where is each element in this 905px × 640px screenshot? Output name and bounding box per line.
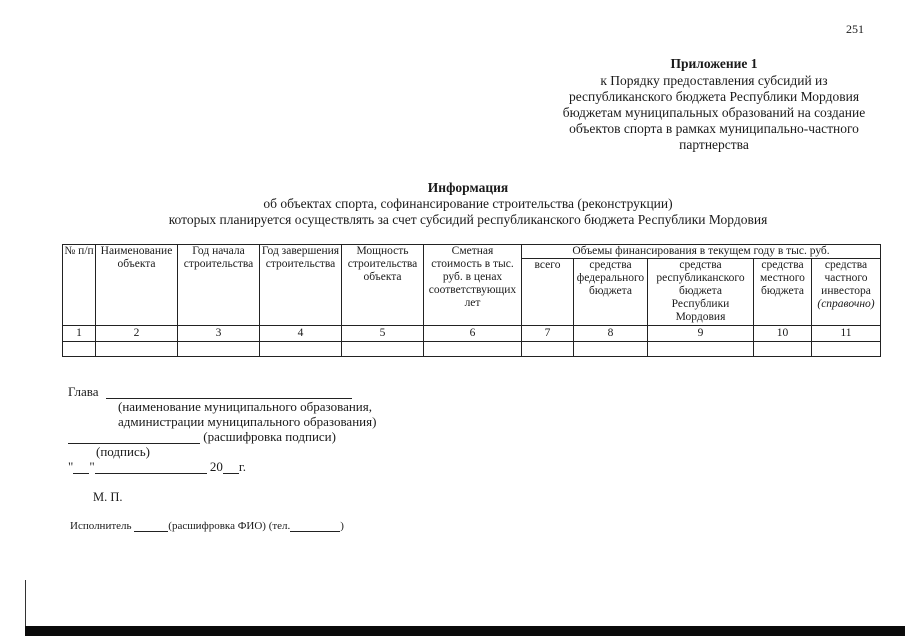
date-suffix: г.	[238, 459, 246, 474]
appendix-line: партнерства	[679, 137, 749, 152]
date-line	[68, 459, 488, 474]
date-quote-open: "	[68, 459, 74, 474]
column-number: 10	[754, 326, 812, 342]
empty-cell	[812, 342, 881, 357]
header-republic: средства республиканского бюджета Республики Мордовия	[648, 259, 754, 326]
header-federal: средства федерального бюджета	[574, 259, 648, 326]
empty-cell	[424, 342, 522, 357]
empty-cell	[648, 342, 754, 357]
appendix-line: республиканского бюджета Республики Мордовия	[568, 89, 860, 104]
scan-bottom-edge	[25, 626, 905, 636]
empty-data-row	[63, 342, 881, 357]
info-subtitle-line: об объектах спорта, софинансирование строительства (реконструкции)	[263, 196, 673, 211]
decode-line	[68, 429, 488, 444]
info-title: Информация	[427, 180, 509, 195]
head-line	[68, 384, 488, 399]
head-name-blank	[106, 386, 352, 399]
empty-cell	[178, 342, 260, 357]
stamp-label: М. П.	[93, 490, 123, 504]
header-local: средства местного бюджета	[754, 259, 812, 326]
column-number: 8	[574, 326, 648, 342]
date-year-prefix: 20	[209, 459, 223, 474]
date-month-blank	[95, 461, 207, 474]
executor-line	[70, 520, 344, 532]
column-number: 11	[812, 326, 881, 342]
info-block	[60, 180, 876, 228]
executor-decode: (расшифровка ФИО) (тел.	[168, 520, 291, 532]
head-caption-line: администрации муниципального образования)	[118, 414, 377, 429]
head-caption-line: (наименование муниципального образования,	[118, 399, 372, 414]
column-number: 6	[424, 326, 522, 342]
header-cost: Сметная стоимость в тыс. руб. в ценах соответствующих лет	[424, 245, 522, 326]
empty-cell	[522, 342, 574, 357]
column-number: 1	[63, 326, 96, 342]
header-investor-label: средства частного инвестора	[821, 259, 871, 297]
header-end-year: Год завершения строительства	[260, 245, 342, 326]
appendix-title: Приложение 1	[670, 56, 758, 71]
header-investor	[812, 259, 881, 326]
header-capacity: Мощность строительства объекта	[342, 245, 424, 326]
column-number: 2	[96, 326, 178, 342]
column-number: 3	[178, 326, 260, 342]
appendix-line: объектов спорта в рамках муниципально-частного	[569, 121, 859, 136]
header-investor-note: (справочно)	[817, 298, 875, 310]
executor-blank	[134, 521, 168, 532]
financing-table	[62, 244, 881, 357]
executor-close: )	[340, 520, 344, 532]
column-number: 9	[648, 326, 754, 342]
column-number: 7	[522, 326, 574, 342]
scan-margin-line	[25, 580, 26, 628]
executor-phone-blank	[290, 521, 340, 532]
header-funding-group: Объемы финансирования в текущем году в тыс. руб.	[522, 245, 881, 259]
empty-cell	[260, 342, 342, 357]
date-year-blank	[223, 461, 239, 474]
column-number-row	[63, 326, 881, 342]
header-start-year: Год начала строительства	[178, 245, 260, 326]
empty-cell	[342, 342, 424, 357]
decode-caption: (расшифровка подписи)	[203, 429, 336, 444]
page-number: 251	[846, 22, 864, 36]
column-number: 4	[260, 326, 342, 342]
date-quote-close: "	[89, 459, 95, 474]
empty-cell	[96, 342, 178, 357]
header-num: № п/п	[63, 245, 96, 326]
appendix-block	[540, 56, 888, 153]
signature-block	[68, 384, 488, 474]
info-subtitle-line: которых планируется осуществлять за счет субсидий республиканского бюджета Республики Мордовия	[168, 212, 768, 227]
sign-caption: (подпись)	[96, 444, 150, 459]
appendix-line: к Порядку предоставления субсидий из	[600, 73, 828, 88]
empty-cell	[754, 342, 812, 357]
executor-label: Исполнитель	[70, 520, 132, 532]
appendix-line: бюджетам муниципальных образований на создание	[562, 105, 866, 120]
head-label: Глава	[68, 384, 99, 399]
column-number: 5	[342, 326, 424, 342]
signature-blank	[68, 431, 200, 444]
header-name: Наименование объекта	[96, 245, 178, 326]
header-total: всего	[522, 259, 574, 326]
empty-cell	[63, 342, 96, 357]
empty-cell	[574, 342, 648, 357]
date-day-blank	[73, 461, 89, 474]
